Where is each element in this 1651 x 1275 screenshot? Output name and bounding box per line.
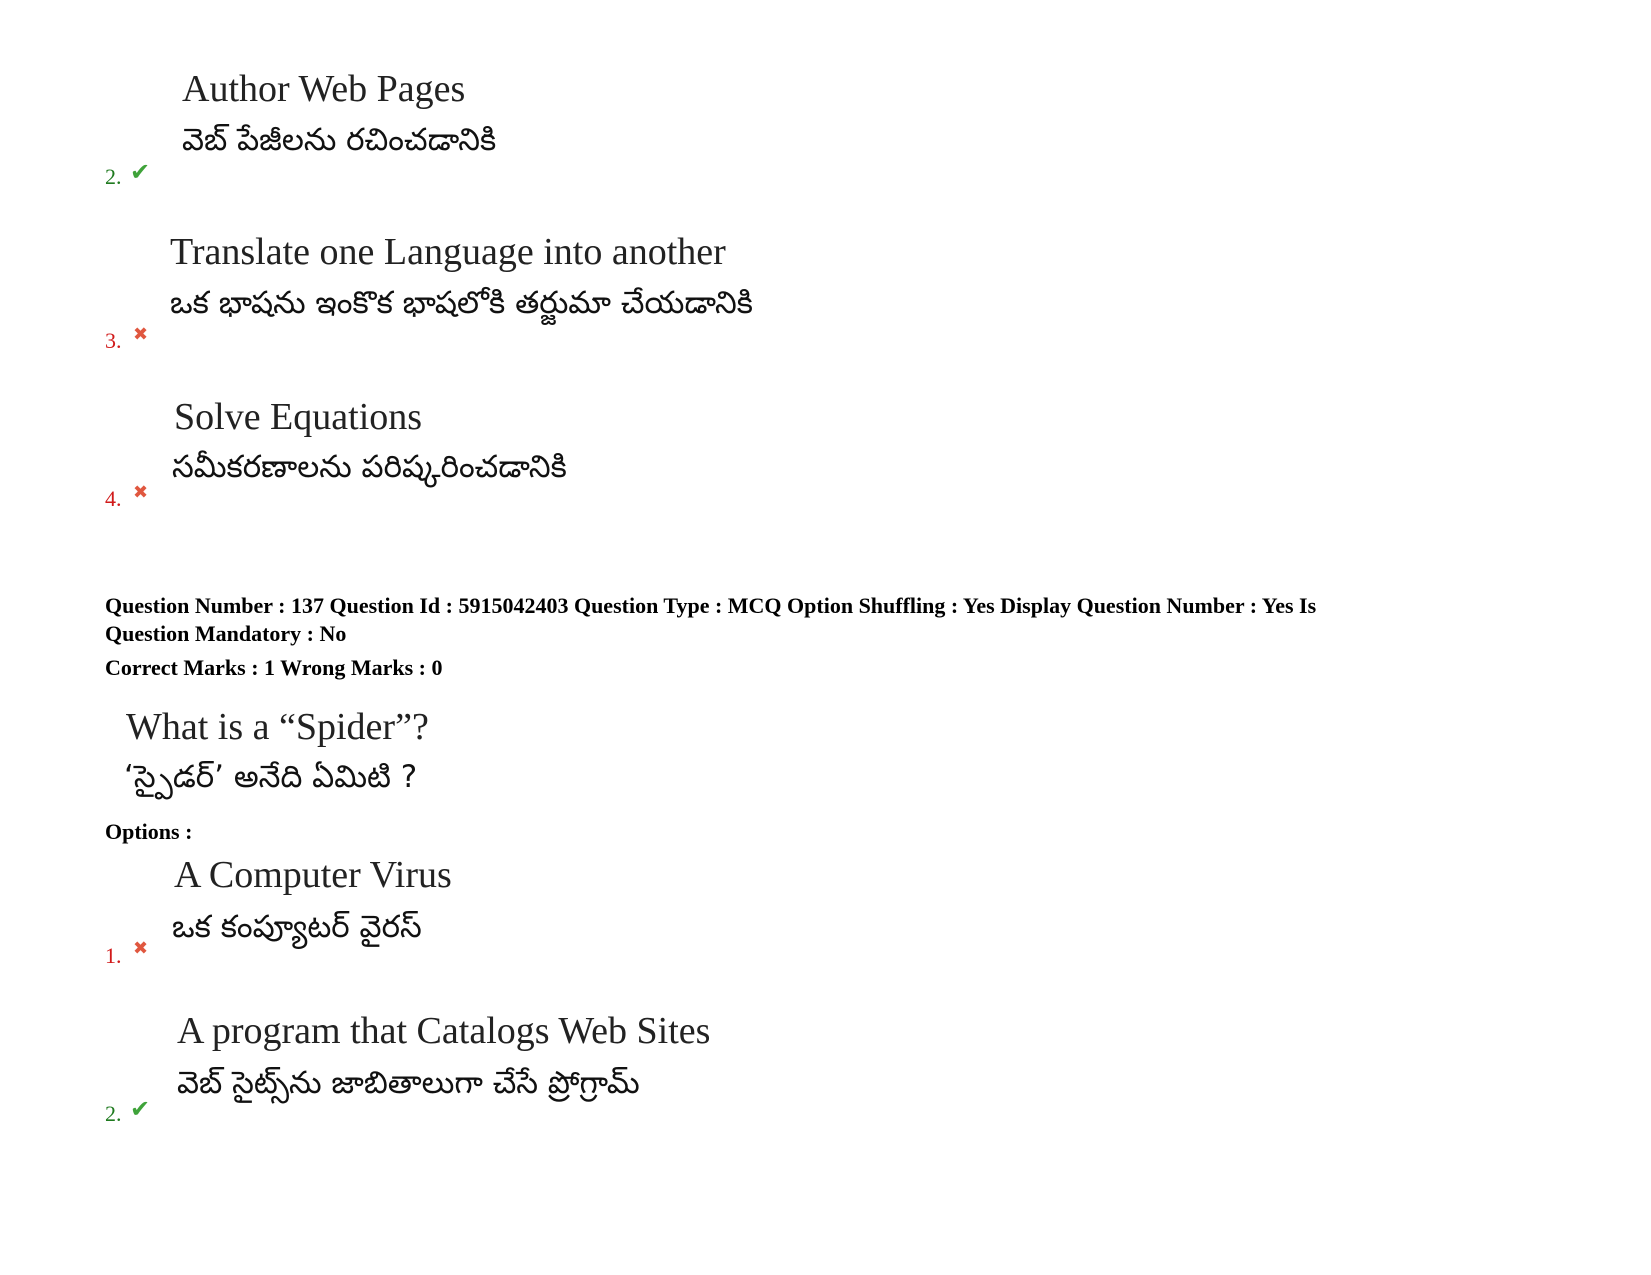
options-label: Options : xyxy=(105,819,193,844)
question-meta-line: Question Number : 137 Question Id : 5915042403 Question Type : MCQ Option Shuffling : Yes Display Question Number : Yes Is xyxy=(105,593,1317,618)
option-text-telugu: వెబ్ సైట్స్‌ను జాబితాలుగా చేసే ప్రోగ్రామ్ xyxy=(177,1065,640,1101)
question-meta-line: Question Mandatory : No xyxy=(105,621,347,646)
option-number: 2. xyxy=(105,164,122,189)
option-text-telugu: సమీకరణాలను పరిష్కరించడానికి xyxy=(172,449,567,485)
check-icon: ✔ xyxy=(130,1095,151,1123)
option-text-english: Solve Equations xyxy=(174,396,423,438)
marks-info: Correct Marks : 1 Wrong Marks : 0 xyxy=(105,655,443,680)
check-icon: ✔ xyxy=(130,158,151,186)
option-text-telugu: ఒక భాషను ఇంకొక భాషలోకి తర్జుమా చేయడానికి xyxy=(170,285,753,321)
cross-icon: ✖ xyxy=(133,938,149,959)
option-text-telugu: ఒక కంప్యూటర్ వైరస్ xyxy=(172,909,422,945)
cross-icon: ✖ xyxy=(133,324,149,345)
option-text-english: A program that Catalogs Web Sites xyxy=(177,1010,711,1052)
question-text-telugu: ‘స్పైడర్’ అనేది ఏమిటి ? xyxy=(124,759,418,795)
option-number: 1. xyxy=(105,943,122,968)
option-number: 4. xyxy=(105,486,122,511)
option-number: 2. xyxy=(105,1101,122,1126)
cross-icon: ✖ xyxy=(133,482,149,503)
option-text-telugu: వెబ్ పేజీలను రచించడానికి xyxy=(182,122,497,158)
question-text-english: What is a “Spider”? xyxy=(126,706,429,748)
option-text-english: A Computer Virus xyxy=(174,854,452,896)
option-number: 3. xyxy=(105,328,122,353)
option-text-english: Author Web Pages xyxy=(182,68,466,110)
option-text-english: Translate one Language into another xyxy=(170,231,726,273)
question-meta xyxy=(105,592,1545,648)
